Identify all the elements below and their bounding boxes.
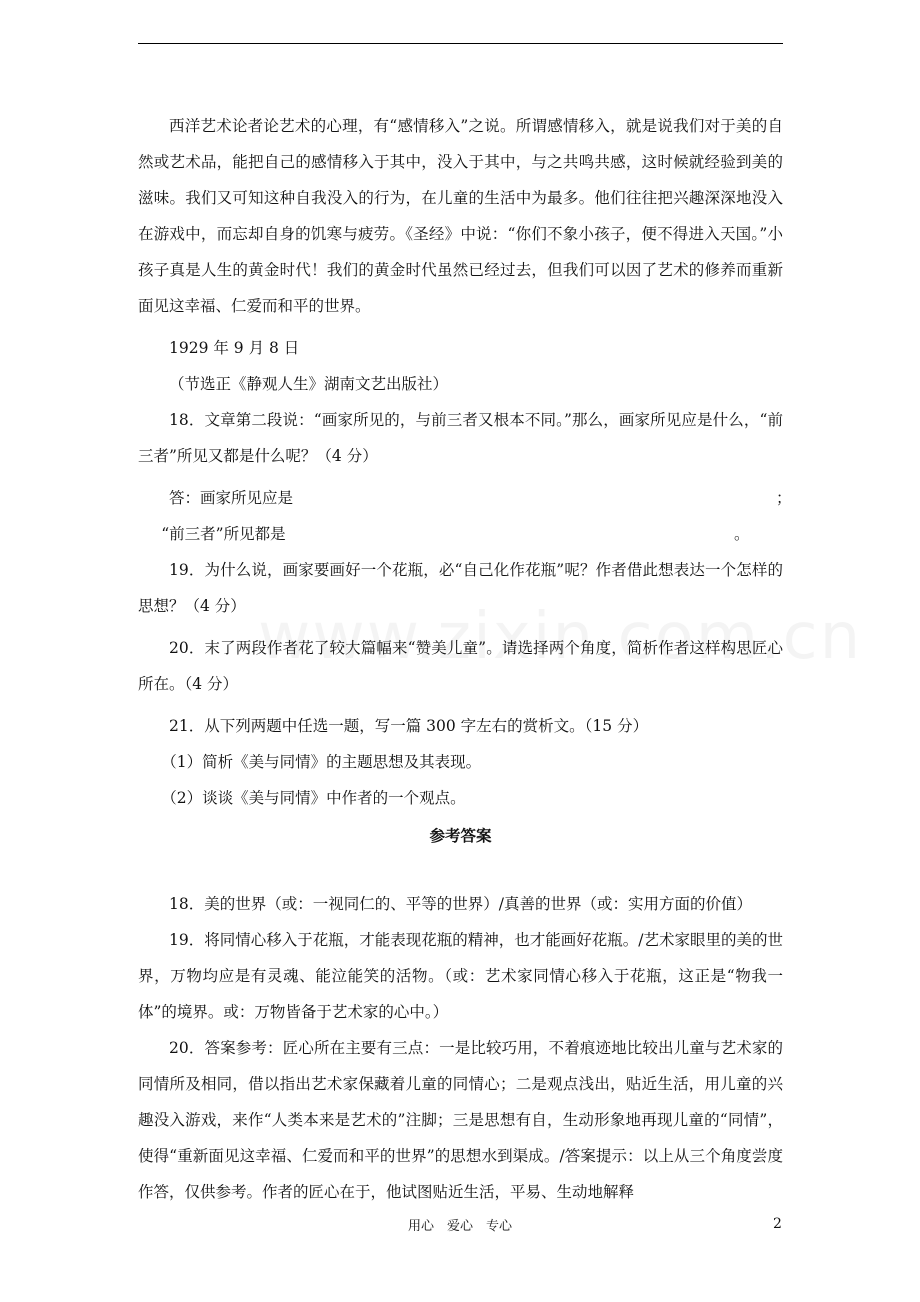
footer-motto: 用心 爱心 专心 [407, 1219, 512, 1234]
question-20: 20．末了两段作者花了较大篇幅来“赞美儿童”。请选择两个角度，简析作者这样构思匠心所在。（4 分） [138, 639, 783, 693]
answer-19: 19．将同情心移入于花瓶，才能表现花瓶的精神，也才能画好花瓶。/艺术家眼里的美的世界，万物均应是有灵魂、能泣能笑的活物。（或：艺术家同情心移入于花瓶，这正是“物我一体”的境界。或：万物皆备于艺术家的心中。） [138, 931, 783, 1021]
source-line: （节选正《静观人生》湖南文艺出版社） [169, 375, 449, 393]
answers-heading: 参考答案 [429, 826, 492, 845]
answer-18-label-2: “前三者”所见都是 [161, 525, 286, 543]
question-21-option-1: （1）简析《美与同情》的主题思想及其表现。 [161, 753, 482, 771]
question-19: 19．为什么说，画家要画好一个花瓶，必“自己化作花瓶”呢？作者借此想表达一个怎样的思想？（4 分） [138, 561, 783, 615]
body-paragraph: 西洋艺术论者论艺术的心理，有“感情移入”之说。所谓感情移入，就是说我们对于美的自然或艺术品，能把自己的感情移入于其中，没入于其中，与之共鸣共感，这时候就经验到美的滋味。我们又可知这种自我没入的行为，在儿童的生活中为最多。他们往往把兴趣深深地没入在游戏中，而忘却自身的饥寒与疲劳。《圣经》中说：“你们不象小孩子，便不得进入天国。”小孩子真是人生的黄金时代！我们的黄金时代虽然已经过去，但我们可以因了艺术的修养而重新面见这幸福、仁爱而和平的世界。 [138, 117, 783, 315]
answer-18-line-2 [138, 516, 783, 552]
answer-18: 18．美的世界（或：一视同仁的、平等的世界）/真善的世界（或：实用方面的价值） [169, 895, 752, 913]
answer-18-end-1: ； [776, 489, 792, 507]
answer-20: 20．答案参考：匠心所在主要有三点：一是比较巧用，不着痕迹地比较出儿童与艺术家的同情所及相同，借以指出艺术家保藏着儿童的同情心；二是观点浅出，贴近生活，用儿童的兴趣没入游戏，来作“人类本来是艺术的”注脚；三是思想有自，生动形象地再现儿童的“同情”，使得“重新面见这幸福、仁爱而和平的世界”的思想水到渠成。/答案提示：以上从三个角度尝度作答，仅供参考。作者的匠心在于，他试图贴近生活，平易、生动地解释 [138, 1039, 783, 1201]
answer-18-line-1 [138, 480, 792, 516]
question-21-option-2: （2）谈谈《美与同情》中作者的一个观点。 [161, 789, 466, 807]
page-content [138, 108, 792, 1216]
answer-18-label-1: 答：画家所见应是 [169, 489, 294, 507]
question-21: 21．从下列两题中任选一题，写一篇 300 字左右的赏析文。（15 分） [169, 717, 649, 735]
page-number: 2 [773, 1216, 782, 1232]
answer-18-end-2: 。 [734, 525, 750, 543]
header-rule [138, 43, 783, 44]
question-18: 18．文章第二段说：“画家所见的，与前三者又根本不同。”那么，画家所见应是什么，“前三者”所见又都是什么呢？（4 分） [138, 411, 783, 465]
date-line: 1929 年 9 月 8 日 [169, 339, 300, 357]
